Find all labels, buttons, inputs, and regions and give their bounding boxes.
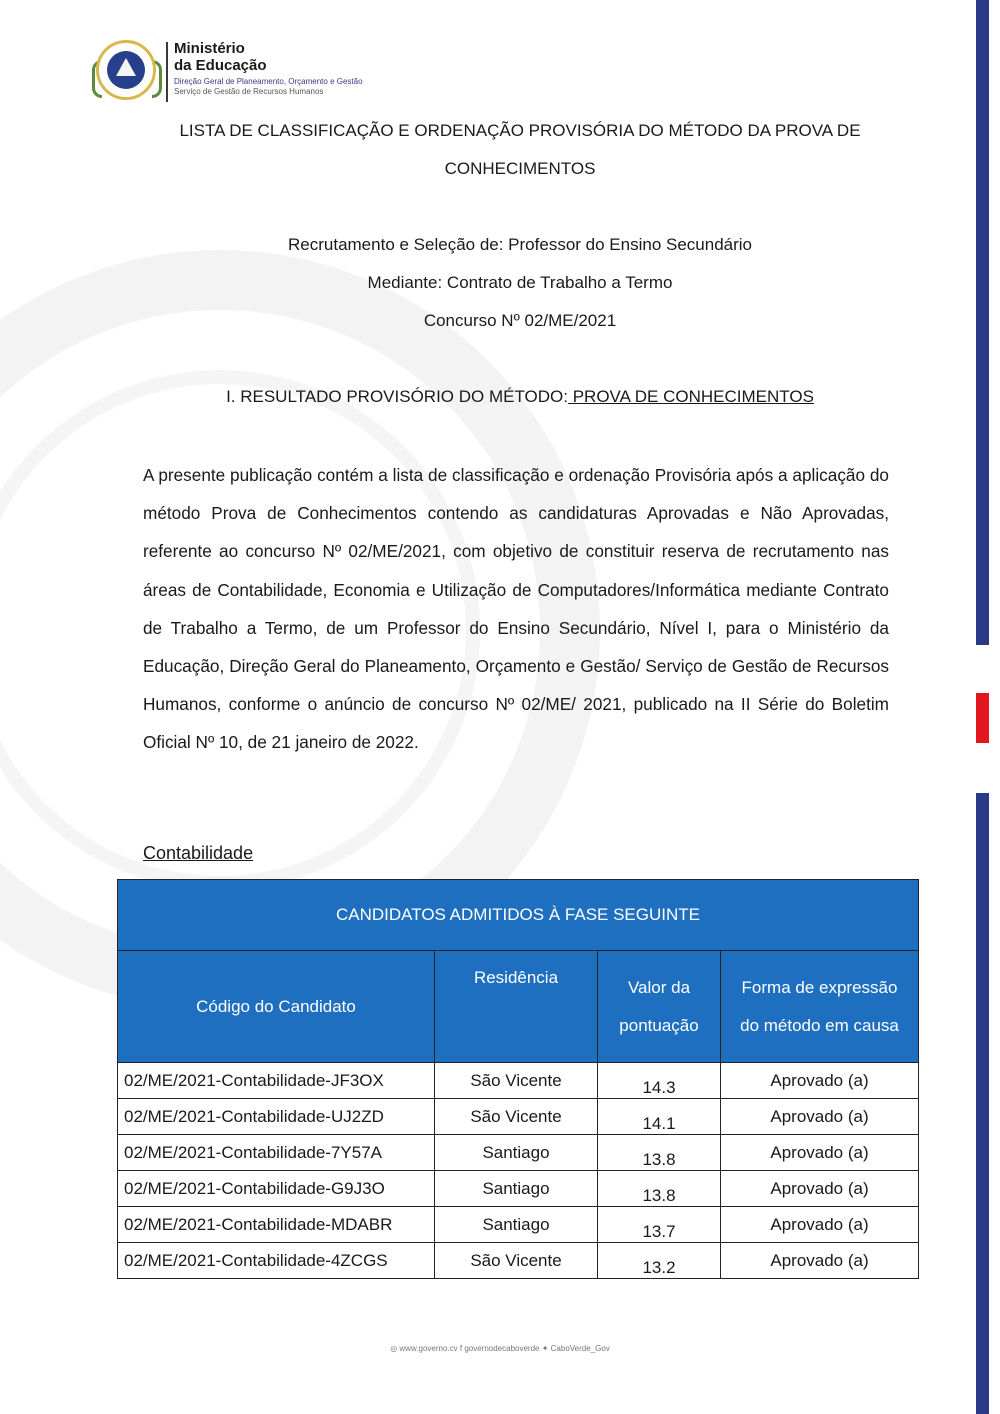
cell-score: 14.1 [598, 1099, 721, 1135]
cell-result: Aprovado (a) [721, 1243, 919, 1279]
cell-score: 13.8 [598, 1171, 721, 1207]
cell-result: Aprovado (a) [721, 1063, 919, 1099]
cell-code: 02/ME/2021-Contabilidade-7Y57A [118, 1135, 435, 1171]
edge-stripe-red [976, 693, 989, 743]
results-table [117, 879, 919, 1279]
cell-residence: São Vicente [435, 1063, 598, 1099]
contract-line: Mediante: Contrato de Trabalho a Termo [367, 273, 673, 292]
logo-divider [166, 42, 168, 102]
column-header-score [598, 951, 721, 1063]
cell-residence: Santiago [435, 1207, 598, 1243]
column-header-residence: Residência [435, 951, 598, 1063]
cell-result: Aprovado (a) [721, 1207, 919, 1243]
column-header-score-line-2: pontuação [619, 1015, 699, 1035]
ministry-logo [92, 38, 363, 106]
cell-code: 02/ME/2021-Contabilidade-UJ2ZD [118, 1099, 435, 1135]
document-title-line-2: CONHECIMENTOS [444, 159, 596, 178]
document-title-line-1: LISTA DE CLASSIFICAÇÃO E ORDENAÇÃO PROVISÓRIA DO MÉTODO DA PROVA DE [179, 121, 861, 140]
column-header-result-line-2: do método em causa [740, 1015, 899, 1035]
table-row [118, 1207, 919, 1243]
column-header-code: Código do Candidato [118, 951, 435, 1063]
table-row [118, 1135, 919, 1171]
cell-residence: São Vicente [435, 1243, 598, 1279]
cell-code: 02/ME/2021-Contabilidade-G9J3O [118, 1171, 435, 1207]
coat-of-arms-icon [92, 38, 162, 106]
body-paragraph: A presente publicação contém a lista de classificação e ordenação Provisória após a aplicação do método Prova de Conhecimentos contendo as candidaturas Aprovadas e Não Aprovadas, referente ao concurso Nº 02/ME/2021, com objetivo de constituir reserva de recrutamento nas áreas de Contabilidade, Economia e Utilização de Computadores/Informática mediante Contrato de Trabalho a Termo, de um Professor do Ensino Secundário, Nível I, para o Ministério da Educação, Direção Geral do Planeamento, Orçamento e Gestão/ Serviço de Gestão de Recursos Humanos, conforme o anúncio de concurso Nº 02/ME/ 2021, publicado na II Série do Boletim Oficial Nº 10, de 21 janeiro de 2022. [143, 465, 889, 753]
area-label-contabilidade: Contabilidade [143, 843, 254, 863]
cell-result: Aprovado (a) [721, 1099, 919, 1135]
logo-line-4: Serviço de Gestão de Recursos Humanos [174, 87, 324, 96]
recruitment-line: Recrutamento e Seleção de: Professor do Ensino Secundário [288, 235, 752, 254]
footer-social-links: ◎ www.governo.cv f governodecaboverde ✦ CaboVerde_Gov [390, 1344, 610, 1353]
table-row [118, 1243, 919, 1279]
table-row [118, 1171, 919, 1207]
cell-score: 13.8 [598, 1135, 721, 1171]
edge-stripe-navy-bottom [976, 793, 989, 1414]
cell-residence: Santiago [435, 1135, 598, 1171]
edge-stripe-navy-top [976, 0, 989, 645]
contest-number-line: Concurso Nº 02/ME/2021 [423, 311, 617, 330]
cell-code: 02/ME/2021-Contabilidade-4ZCGS [118, 1243, 435, 1279]
logo-line-2: da Educação [174, 57, 267, 74]
column-header-result [721, 951, 919, 1063]
cell-residence: São Vicente [435, 1099, 598, 1135]
column-header-score-line-1: Valor da [627, 977, 691, 997]
cell-score: 13.2 [598, 1243, 721, 1279]
table-row [118, 1099, 919, 1135]
column-header-result-line-1: Forma de expressão [741, 977, 898, 997]
table-row [118, 1063, 919, 1099]
section-heading-prefix: I. RESULTADO PROVISÓRIO DO MÉTODO: [226, 387, 568, 406]
cell-residence: Santiago [435, 1171, 598, 1207]
table-banner: CANDIDATOS ADMITIDOS À FASE SEGUINTE [118, 880, 919, 951]
logo-line-1: Ministério [174, 40, 245, 57]
section-heading [110, 387, 930, 407]
cell-result: Aprovado (a) [721, 1135, 919, 1171]
section-heading-underlined: PROVA DE CONHECIMENTOS [568, 387, 814, 406]
cell-code: 02/ME/2021-Contabilidade-JF3OX [118, 1063, 435, 1099]
cell-code: 02/ME/2021-Contabilidade-MDABR [118, 1207, 435, 1243]
cell-score: 14.3 [598, 1063, 721, 1099]
logo-text [174, 38, 363, 97]
logo-line-3: Direção Geral de Planeamento, Orçamento e Gestão [174, 77, 363, 86]
cell-result: Aprovado (a) [721, 1171, 919, 1207]
cell-score: 13.7 [598, 1207, 721, 1243]
